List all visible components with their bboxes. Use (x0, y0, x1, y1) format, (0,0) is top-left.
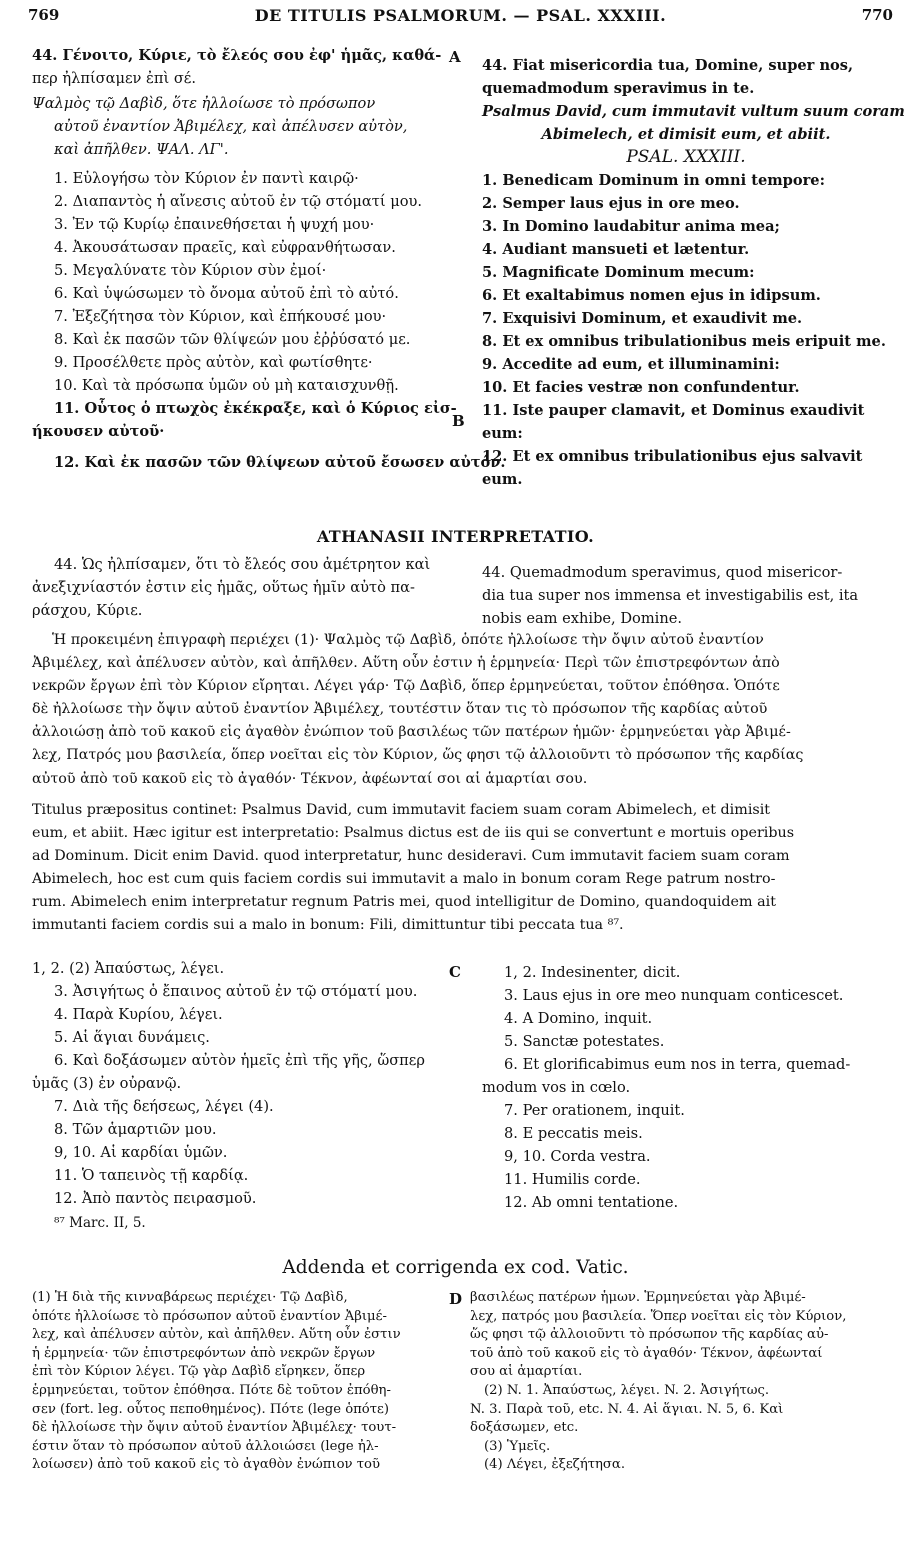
latin-verse: 1. Benedicam Dominum in omni tempore: (482, 172, 825, 189)
greek-verse: 2. Διαπαντὸς ἡ αἴνεσις αὐτοῦ ἐν τῷ στόματί μου. (54, 193, 422, 210)
addenda-line: τοῦ ἀπὸ τοῦ κακοῦ εἰς τὸ ἀγαθόν· Τέκνον, ἀφέωνταί (470, 1345, 823, 1361)
addenda-line: (2) N. 1. Ἀπαύστως, λέγει. N. 2. Ἀσιγήτως. (484, 1382, 770, 1398)
running-title: DE TITULIS PSALMORUM. — PSAL. XXXIII. (254, 6, 667, 25)
latin-paragraph-line: Titulus præpositus continet: Psalmus David, cum immutavit faciem suam coram Abimelech, et dimisit (32, 802, 771, 818)
athanasius-greek-paragraph (32, 629, 890, 791)
latin-verse: 7. Exquisivi Dominum, et exaudivit me. (482, 310, 803, 327)
greek-verse: 9. Προσέλθετε πρὸς αὐτὸν, καὶ φωτίσθητε· (54, 354, 373, 371)
athanasius-greek-line: 44. Ὡς ἠλπίσαμεν, ὅτι τὸ ἔλεός σου ἀμέτρητον καὶ (54, 556, 431, 573)
addenda-line: σου αἱ ἁμαρτίαι. (470, 1364, 583, 1380)
latin-paragraph-line: ad Dominum. Dicit enim David. quod interpretatur, hunc desideravi. Cum immutavit faciem suam coram (32, 848, 790, 865)
column-marker-d: D (449, 1290, 463, 1308)
latin-psalm-heading: PSAL. XXXIII. (626, 147, 746, 167)
addenda-line: δὲ ἠλλοίωσε τὴν ὄψιν αὐτοῦ ἐναντίον Ἀβιμέλεχ· τουτ- (32, 1420, 397, 1436)
athanasius-latin-line: nobis eam exhibe, Domine. (482, 610, 682, 627)
latin-verse: 8. Et ex omnibus tribulationibus meis eripuit me. (482, 333, 886, 350)
greek-paragraph-line: δὲ ἠλλοίωσε τὴν ὄψιν αὐτοῦ ἐναντίον Ἀβιμέλεχ, τουτέστιν ὅταν τις τὸ πρόσωπον τῆς καρδίας αὐτοῦ (32, 701, 768, 718)
greek-comment: 3. Ἀσιγήτως ὁ ἔπαινος αὐτοῦ ἐν τῷ στόματί μου. (54, 983, 418, 1000)
addenda-line: ἡ ἑρμηνεία· τῶν ἐπιστρεφόντων ἀπὸ νεκρῶν ἔργων (32, 1345, 376, 1361)
greek-paragraph-line: ἀλλοιώσῃ ἀπὸ τοῦ κακοῦ εἰς ἀγαθὸν ἐνώπιον τοῦ βασιλέως τῶν πατέρων ἡμῶν· ἑρμηνεύεται γὰρ Ἀβιμέ- (32, 724, 791, 741)
greek-verse-44-line: 44. Γένοιτο, Κύριε, τὸ ἔλεός σου ἐφ' ἡμᾶς, καθά- (32, 47, 442, 64)
latin-verse-12-line: 12. Et ex omnibus tribulationibus ejus salvavit (482, 448, 863, 465)
athanasius-latin-line: dia tua super nos immensa et investigabilis est, ita (482, 587, 859, 604)
addenda-right-column (470, 1289, 890, 1475)
addenda-line: ὁπότε ἠλλοίωσε τὸ πρόσωπον αὐτοῦ ἐναντίον Ἀβιμέ- (32, 1308, 387, 1324)
latin-comment: modum vos in cœlo. (482, 1079, 631, 1096)
latin-comment: 11. Humilis corde. (504, 1171, 641, 1188)
latin-verse: 9. Accedite ad eum, et illuminamini: (482, 356, 780, 373)
addenda-line: δοξάσωμεν, etc. (470, 1420, 579, 1436)
athanasius-heading: ATHANASII INTERPRETATIO. (316, 527, 595, 546)
athanasius-latin-line: 44. Quemadmodum speravimus, quod misericor- (482, 564, 843, 581)
greek-verse: 7. Ἐξεζήτησα τὸν Κύριον, καὶ ἐπήκουσέ μου· (54, 308, 387, 325)
greek-verse-12: 12. Καὶ ἐκ πασῶν τῶν θλίψεων αὐτοῦ ἔσωσεν αὐτόν. (54, 454, 506, 471)
addenda-line: (1) Ἡ διὰ τῆς κινναβάρεως περιέχει· Τῷ Δαβὶδ, (32, 1290, 348, 1305)
latin-comment: 9, 10. Corda vestra. (504, 1148, 651, 1165)
latin-psalm-title-line: Abimelech, et dimisit eum, et abiit. (541, 126, 831, 143)
latin-verse: 5. Magnificate Dominum mecum: (482, 264, 755, 281)
addenda-line: λεχ, πατρός μου βασιλεία. Ὅπερ νοεῖται εἰς τὸν Κύριον, (470, 1308, 847, 1324)
addenda-line: ἑρμηνεύεται, τοῦτον ἐπόθησα. Πότε δὲ τοῦτον ἐπόθη- (32, 1382, 391, 1398)
greek-paragraph-line: Ἡ προκειμένη ἐπιγραφὴ περιέχει (1)· Ψαλμὸς τῷ Δαβὶδ, ὁπότε ἠλλοίωσε τὴν ὄψιν αὐτοῦ ἐναντίον (52, 632, 764, 648)
greek-comment: 9, 10. Αἱ καρδίαι ὑμῶν. (54, 1144, 228, 1161)
latin-verse: 4. Audiant mansueti et lætentur. (482, 241, 750, 258)
latin-comment: 6. Et glorificabimus eum nos in terra, quemad- (504, 1056, 851, 1073)
latin-verse-11-line: 11. Iste pauper clamavit, et Dominus exaudivit (482, 402, 865, 419)
latin-comment: 7. Per orationem, inquit. (504, 1102, 685, 1119)
greek-psalm-title-line: καὶ ἀπῆλθεν. ΨΑΛ. ΛΓ'. (54, 141, 229, 158)
addenda-line: σεν (fort. leg. οὗτος πεποθημένος). Πότε (lege ὁπότε) (32, 1401, 390, 1417)
latin-verse-44-line: quemadmodum speravimus in te. (482, 80, 755, 97)
greek-verse: 8. Καὶ ἐκ πασῶν τῶν θλίψεών μου ἐῤῥύσατό με. (54, 331, 411, 348)
latin-paragraph-line: rum. Abimelech enim interpretatur regnum Patris mei, quod intelligitur de Domino, quandoquidem ait (32, 894, 776, 911)
latin-comment: 1, 2. Indesinenter, dicit. (504, 964, 681, 981)
greek-paragraph-line: αὐτοῦ ἀπὸ τοῦ κακοῦ εἰς τὸ ἀγαθόν· Τέκνον, ἀφέωνταί σοι αἱ ἁμαρτίαι σου. (32, 770, 588, 787)
latin-comment: 5. Sanctæ potestates. (504, 1033, 665, 1050)
greek-verse: 4. Ἀκουσάτωσαν πραεῖς, καὶ εὐφρανθήτωσαν. (54, 239, 396, 256)
column-marker-a: A (449, 48, 461, 66)
greek-paragraph-line: νεκρῶν ἔργων ἐπὶ τὸν Κύριον εἴρηται. Λέγει γάρ· Τῷ Δαβὶδ, ὅπερ ἑρμηνεύεται, τοῦτον ἐπόθησα. Ὁπότε (32, 678, 780, 695)
greek-verse: 6. Καὶ ὑψώσωμεν τὸ ὄνομα αὐτοῦ ἐπὶ τὸ αὐτό. (54, 285, 399, 302)
athanasius-latin-verse-44 (482, 561, 890, 630)
column-marker-b: B (452, 412, 465, 430)
latin-psalm-column (482, 54, 905, 491)
addenda-line: (3) Ὑμεῖς. (484, 1438, 551, 1454)
column-marker-c: C (449, 963, 461, 981)
greek-comment: 7. Διὰ τῆς δεήσεως, λέγει (4). (54, 1098, 274, 1115)
greek-comment: 1, 2. (2) Ἀπαύστως, λέγει. (32, 960, 225, 977)
greek-comment: 5. Αἱ ἅγιαι δυνάμεις. (54, 1029, 210, 1046)
latin-comment: 12. Ab omni tentatione. (504, 1194, 679, 1211)
greek-verse: 1. Εὐλογήσω τὸν Κύριον ἐν παντὶ καιρῷ· (54, 170, 359, 187)
addenda-line: βασιλέως πατέρων ἡμων. Ἑρμηνεύεται γὰρ Ἀβιμέ- (470, 1290, 806, 1305)
running-header (28, 6, 893, 32)
greek-paragraph-line: λεχ, Πατρός μου βασιλεία, ὅπερ νοεῖται εἰς τὸν Κύριον, ὥς φησι τῷ ἀλλοιοῦντι τὸ πρόσωπον τῆς καρδίας (32, 747, 804, 764)
latin-verse-12-line: eum. (482, 471, 523, 488)
latin-comments-column (482, 961, 890, 1214)
addenda-line: ὥς φησι τῷ ἀλλοιοῦντι τὸ πρόσωπον τῆς καρδίας αὐ- (470, 1327, 829, 1343)
athanasius-greek-line: ἀνεξιχνίαστόν ἐστιν εἰς ἡμᾶς, οὕτως ἡμῖν αὐτὸ πα- (32, 579, 415, 596)
latin-verse: 6. Et exaltabimus nomen ejus in idipsum. (482, 287, 821, 304)
latin-comment: 3. Laus ejus in ore meo nunquam conticescet. (504, 987, 844, 1004)
addenda-left-column (32, 1289, 452, 1475)
athanasius-greek-verse-44 (32, 553, 452, 622)
greek-psalm-title-line: αὐτοῦ ἐναντίον Ἀβιμέλεχ, καὶ ἀπέλυσεν αὐτὸν, (54, 118, 408, 135)
addenda-line: λεχ, καὶ ἀπέλυσεν αὐτὸν, καὶ ἀπῆλθεν. Αὕτη οὖν ἐστιν (32, 1327, 401, 1343)
greek-verse: 5. Μεγαλύνατε τὸν Κύριον σὺν ἐμοί· (54, 262, 327, 279)
addenda-line: λοίωσεν) ἀπὸ τοῦ κακοῦ εἰς τὸ ἀγαθὸν ἐνώπιον τοῦ (32, 1457, 380, 1473)
greek-comment: 6. Καὶ δοξάσωμεν αὐτὸν ἡμεῖς ἐπὶ τῆς γῆς, ὥσπερ (54, 1052, 425, 1069)
footnote: ⁸⁷ Marc. II, 5. (54, 1215, 146, 1231)
greek-verse: 10. Καὶ τὰ πρόσωπα ὑμῶν οὐ μὴ καταισχυνθῇ. (54, 377, 399, 394)
greek-comment: ὑμᾶς (3) ἐν οὐρανῷ. (32, 1075, 182, 1092)
right-page-number: 770 (861, 6, 893, 24)
greek-verse: 3. Ἐν τῷ Κυρίῳ ἐπαινεθήσεται ἡ ψυχή μου· (54, 216, 375, 233)
latin-paragraph-line: Abimelech, hoc est cum quis faciem cordis sui immutavit a malo in bonum coram Rege patrum nostro- (32, 871, 776, 888)
athanasius-latin-paragraph (32, 799, 890, 938)
addenda-title: Addenda et corrigenda ex cod. Vatic. (282, 1257, 629, 1278)
latin-verse-44-line: 44. Fiat misericordia tua, Domine, super nos, (482, 57, 854, 74)
greek-psalm-title-line: Ψαλμὸς τῷ Δαβὶδ, ὅτε ἠλλοίωσε τὸ πρόσωπον (32, 95, 376, 112)
latin-verse-11-line: eum: (482, 425, 523, 442)
latin-verse: 2. Semper laus ejus in ore meo. (482, 195, 740, 212)
greek-paragraph-line: Ἀβιμέλεχ, καὶ ἀπέλυσεν αὐτὸν, καὶ ἀπῆλθεν. Αὕτη οὖν ἐστιν ἡ ἑρμηνεία· Περὶ τῶν ἐπιστρεφόντων ἀπὸ (32, 655, 780, 672)
latin-paragraph-line: eum, et abiit. Hæc igitur est interpretatio: Psalmus dictus est de iis qui se convertunt e mortuis operibus (32, 825, 795, 842)
left-page-number: 769 (28, 6, 60, 24)
latin-comment: 4. A Domino, inquit. (504, 1010, 653, 1027)
greek-verse-44-line: περ ἠλπίσαμεν ἐπὶ σέ. (32, 70, 196, 87)
latin-paragraph-line: immutanti faciem cordis sui a malo in bonum: Fili, dimittuntur tibi peccata tua ⁸⁷. (32, 917, 624, 934)
greek-comment: 12. Ἀπὸ παντὸς πειρασμοῦ. (54, 1190, 257, 1207)
addenda-line: (4) Λέγει, ἐξεζήτησα. (484, 1457, 626, 1473)
latin-psalm-title-line: Psalmus David, cum immutavit vultum suum coram (482, 103, 905, 120)
addenda-line: N. 3. Παρὰ τοῦ, etc. N. 4. Αἱ ἅγιαι. N. 5, 6. Καὶ (470, 1401, 784, 1417)
greek-verse-11-line: 11. Οὗτος ὁ πτωχὸς ἐκέκραξε, καὶ ὁ Κύριος εἰσ- (54, 400, 457, 417)
latin-comment: 8. E peccatis meis. (504, 1125, 643, 1142)
greek-comment: 8. Τῶν ἁμαρτιῶν μου. (54, 1121, 217, 1138)
addenda-line: ἐπὶ τὸν Κύριον λέγει. Τῷ γὰρ Δαβὶδ εἴρηκεν, ὅπερ (32, 1364, 366, 1380)
greek-comment: 4. Παρὰ Κυρίου, λέγει. (54, 1006, 223, 1023)
athanasius-greek-line: ράσχου, Κύριε. (32, 602, 143, 619)
latin-verse: 10. Et facies vestræ non confundentur. (482, 379, 800, 396)
greek-comments-column (32, 957, 452, 1235)
greek-comment: 11. Ὁ ταπεινὸς τῇ καρδίᾳ. (54, 1167, 249, 1184)
latin-verse: 3. In Domino laudabitur anima mea; (482, 218, 780, 235)
greek-verse-11-line: ήκουσεν αὐτοῦ· (32, 423, 165, 440)
addenda-line: έστιν ὅταν τὸ πρόσωπον αὐτοῦ ἀλλοιώσει (lege ἠλ- (32, 1438, 379, 1454)
